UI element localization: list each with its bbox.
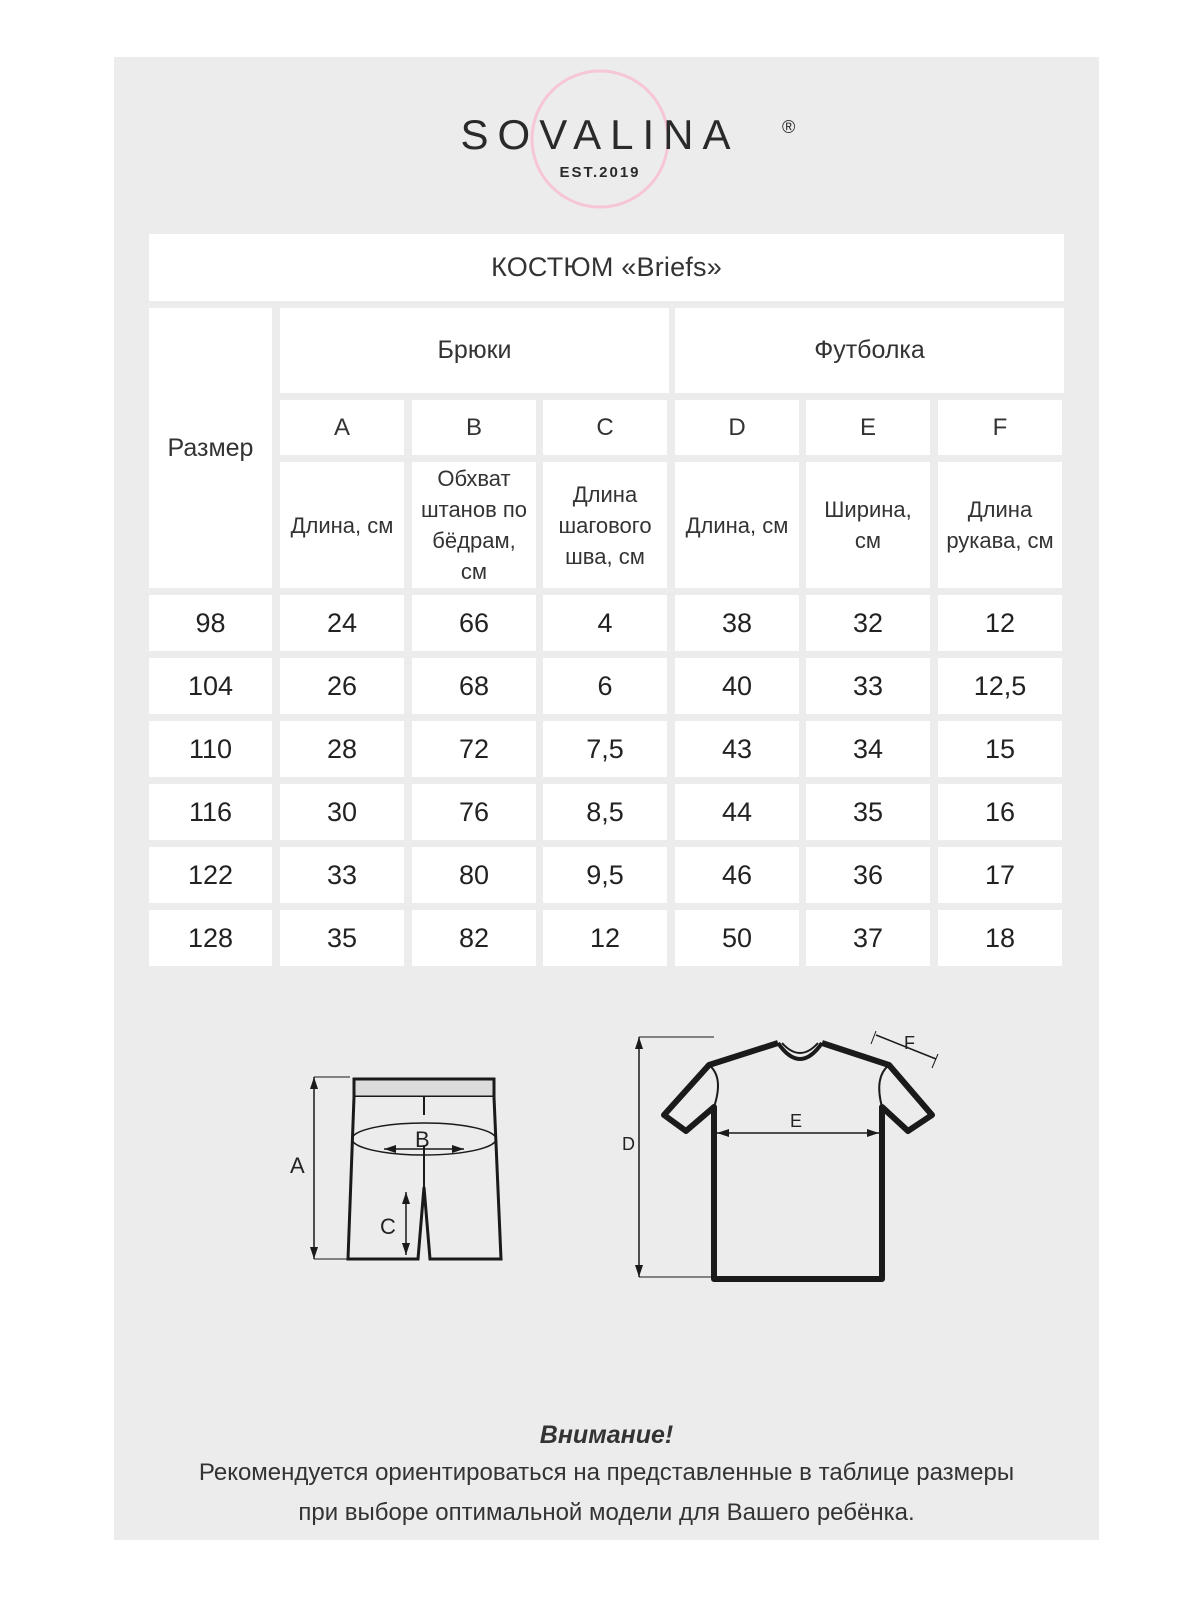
size-column-header: Размер bbox=[149, 308, 272, 588]
note-heading: Внимание! bbox=[539, 1421, 674, 1449]
description-line: рукава, см bbox=[946, 528, 1054, 553]
description-line: бёдрам, bbox=[432, 528, 516, 553]
value-cell-c: 6 bbox=[543, 658, 667, 714]
column-letter-d: D bbox=[675, 400, 799, 455]
value-cell-e: 34 bbox=[806, 721, 930, 777]
description-line: шагового bbox=[558, 512, 652, 538]
pants-label-c: C bbox=[380, 1214, 396, 1239]
size-chart-panel bbox=[114, 57, 1099, 1540]
column-description-e bbox=[806, 462, 930, 588]
description-line: Ширина, bbox=[824, 497, 912, 522]
tshirt-diagram bbox=[635, 1031, 938, 1279]
value-cell-a: 26 bbox=[280, 658, 404, 714]
value-cell-c: 7,5 bbox=[543, 721, 667, 777]
value-cell-b: 82 bbox=[412, 910, 536, 966]
size-cell: 128 bbox=[149, 910, 272, 966]
description-line: см bbox=[460, 559, 488, 584]
column-letter-f: F bbox=[938, 400, 1062, 455]
value-cell-b: 66 bbox=[412, 595, 536, 651]
tshirt-label-f: F bbox=[904, 1033, 915, 1053]
group-header-tshirt: Футболка bbox=[675, 308, 1064, 393]
description-line: Длина bbox=[572, 481, 638, 507]
value-cell-e: 36 bbox=[806, 847, 930, 903]
value-cell-f: 15 bbox=[938, 721, 1062, 777]
value-cell-d: 43 bbox=[675, 721, 799, 777]
size-cell: 110 bbox=[149, 721, 272, 777]
value-cell-d: 44 bbox=[675, 784, 799, 840]
column-description-a bbox=[280, 462, 404, 588]
measurement-diagrams bbox=[114, 997, 1099, 1337]
note-line: при выборе оптимальной модели для Вашего ребёнка. bbox=[298, 1499, 915, 1526]
value-cell-c: 8,5 bbox=[543, 784, 667, 840]
column-description-d bbox=[675, 462, 799, 588]
description-line: шва, см bbox=[565, 543, 645, 569]
pants-label-a: A bbox=[290, 1153, 305, 1178]
column-description-f bbox=[938, 462, 1062, 588]
product-title: КОСТЮМ «Briefs» bbox=[149, 234, 1064, 301]
description-line: Длина, см bbox=[685, 512, 789, 538]
value-cell-f: 12,5 bbox=[938, 658, 1062, 714]
value-cell-b: 80 bbox=[412, 847, 536, 903]
brand-est: EST.2019 bbox=[559, 164, 641, 181]
value-cell-e: 35 bbox=[806, 784, 930, 840]
value-cell-d: 50 bbox=[675, 910, 799, 966]
column-letter-e: E bbox=[806, 400, 930, 455]
description-line: Длина, см bbox=[290, 512, 394, 538]
group-header-pants: Брюки bbox=[280, 308, 669, 393]
value-cell-e: 37 bbox=[806, 910, 930, 966]
description-line: см bbox=[854, 528, 882, 553]
value-cell-e: 32 bbox=[806, 595, 930, 651]
column-letter-a: A bbox=[280, 400, 404, 455]
column-description-c bbox=[543, 462, 667, 588]
value-cell-f: 12 bbox=[938, 595, 1062, 651]
column-letter-c: C bbox=[543, 400, 667, 455]
value-cell-b: 72 bbox=[412, 721, 536, 777]
size-cell: 98 bbox=[149, 595, 272, 651]
column-letter-b: B bbox=[412, 400, 536, 455]
value-cell-e: 33 bbox=[806, 658, 930, 714]
value-cell-a: 30 bbox=[280, 784, 404, 840]
value-cell-d: 38 bbox=[675, 595, 799, 651]
value-cell-a: 28 bbox=[280, 721, 404, 777]
description-line: Длина bbox=[967, 497, 1033, 522]
value-cell-c: 12 bbox=[543, 910, 667, 966]
note-line: Рекомендуется ориентироваться на представленные в таблице размеры bbox=[198, 1459, 1015, 1486]
pants-diagram bbox=[310, 1077, 501, 1259]
value-cell-c: 9,5 bbox=[543, 847, 667, 903]
column-description-b bbox=[412, 462, 536, 588]
value-cell-b: 68 bbox=[412, 658, 536, 714]
brand-logo bbox=[114, 57, 1099, 237]
tshirt-label-d: D bbox=[622, 1134, 635, 1154]
value-cell-b: 76 bbox=[412, 784, 536, 840]
value-cell-d: 46 bbox=[675, 847, 799, 903]
registered-mark: ® bbox=[782, 117, 796, 137]
value-cell-a: 24 bbox=[280, 595, 404, 651]
tshirt-label-e: E bbox=[790, 1111, 803, 1131]
value-cell-a: 35 bbox=[280, 910, 404, 966]
description-line: Обхват bbox=[437, 466, 511, 491]
brand-name: SOVALINA bbox=[460, 111, 740, 158]
value-cell-f: 18 bbox=[938, 910, 1062, 966]
size-cell: 122 bbox=[149, 847, 272, 903]
value-cell-a: 33 bbox=[280, 847, 404, 903]
size-cell: 116 bbox=[149, 784, 272, 840]
value-cell-f: 16 bbox=[938, 784, 1062, 840]
description-line: штанов по bbox=[420, 497, 528, 522]
size-cell: 104 bbox=[149, 658, 272, 714]
value-cell-d: 40 bbox=[675, 658, 799, 714]
pants-label-b: B bbox=[415, 1127, 430, 1152]
value-cell-f: 17 bbox=[938, 847, 1062, 903]
value-cell-c: 4 bbox=[543, 595, 667, 651]
attention-note bbox=[114, 1417, 1099, 1533]
